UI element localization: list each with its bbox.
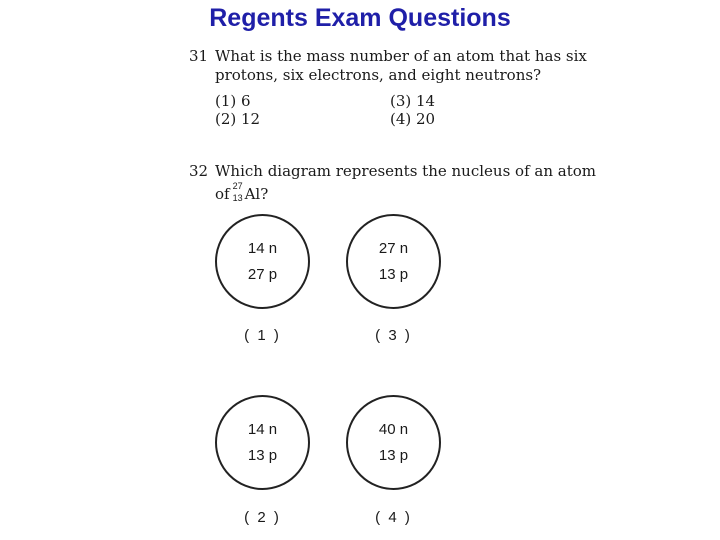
proton-count: 13 p (378, 266, 409, 283)
question-text-line: protons, six electrons, and eight neutrons? (215, 66, 542, 84)
answer-choice-3: (3) 14 (390, 92, 436, 110)
nucleus-diagram-3 (346, 214, 441, 309)
neutron-count: 14 n (247, 421, 278, 438)
nucleus-diagram-4 (346, 395, 441, 490)
question-number: 32 (189, 162, 209, 180)
neutron-count: 14 n (247, 240, 278, 257)
diagram-label-3: ( 3 ) (375, 327, 412, 344)
neutron-count: 40 n (378, 421, 409, 438)
proton-count: 27 p (247, 266, 278, 283)
answer-choice-1: (1) 6 (215, 92, 251, 110)
proton-count: 13 p (378, 447, 409, 464)
diagram-label-1: ( 1 ) (244, 327, 281, 344)
question-text-line: Which diagram represents the nucleus of an atom (215, 162, 596, 180)
question-text-line (215, 181, 269, 205)
question-text-line: What is the mass number of an atom that has six (215, 47, 587, 65)
atomic-number: 13 (232, 193, 243, 203)
neutron-count: 27 n (378, 240, 409, 257)
diagram-label-2: ( 2 ) (244, 509, 281, 526)
nucleus-diagram-1 (215, 214, 310, 309)
page-title: Regents Exam Questions (209, 4, 511, 32)
mass-number: 27 (232, 181, 243, 191)
isotope-notation (232, 181, 245, 205)
answer-choice-2: (2) 12 (215, 110, 261, 128)
nucleus-diagram-2 (215, 395, 310, 490)
element-symbol: Al? (244, 185, 269, 203)
answer-choice-4: (4) 20 (390, 110, 436, 128)
proton-count: 13 p (247, 447, 278, 464)
diagram-label-4: ( 4 ) (375, 509, 412, 526)
question-number: 31 (189, 47, 209, 65)
of-text: of (215, 185, 230, 203)
